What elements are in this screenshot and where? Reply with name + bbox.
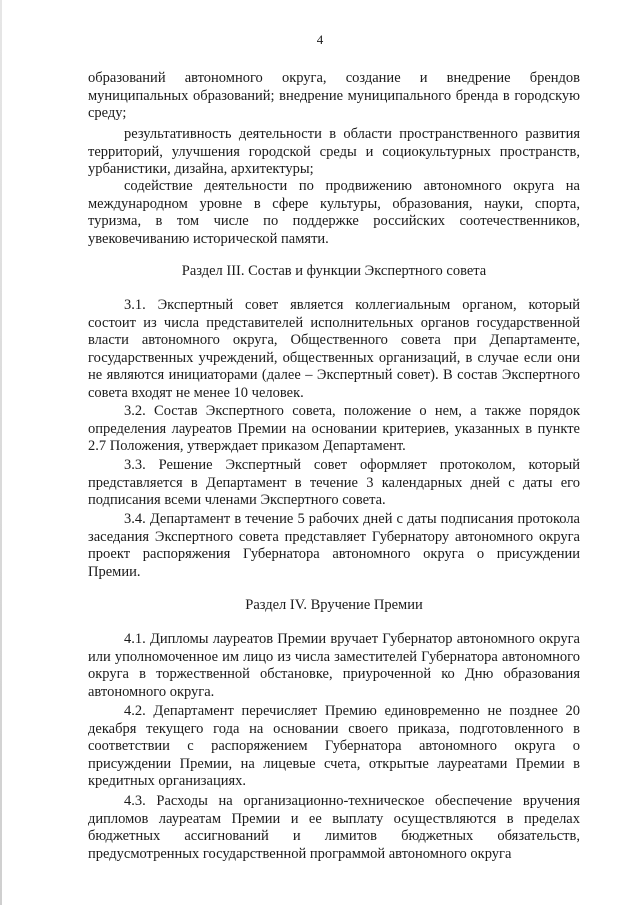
paragraph-4-2: 4.2. Департамент перечисляет Премию единовременно не позднее 20 декабря текущего года на основании своего приказа, подготовленного в соответствии с распоряжением Губернатора автономного округа о присуждении Премии, на лицевые счета, открытые лауреатами Премии в кредитных организациях. xyxy=(88,703,580,789)
section-4-p1-block xyxy=(88,631,580,701)
section-3-p1-block xyxy=(88,297,580,402)
section-3-p3-block xyxy=(88,457,580,510)
page-number: 4 xyxy=(316,32,324,47)
paragraph-4-1: 4.1. Дипломы лауреатов Премии вручает Губернатор автономного округа или уполномоченное им лицо из числа заместителей Губернатора автономного округа в торжественной обстановке, приуроченной ко Дню образования автономного округа. xyxy=(88,631,580,700)
paragraph-4-3: 4.3. Расходы на организационно-техническое обеспечение вручения дипломов лауреатам Премии и ее выплату осуществляются в пределах бюджетных ассигнований и лимитов бюджетных обязательств, предусмотренных государственной программой автономного округа xyxy=(88,793,580,862)
section-3-p4-block xyxy=(88,511,580,581)
section-4-heading-block xyxy=(88,597,580,615)
intro-block xyxy=(88,70,580,123)
section-4-p3-block xyxy=(88,793,580,863)
intro-paragraph-3: содействие деятельности по продвижению автономного округа на международном уровне в сфере культуры, образования, науки, спорта, туризма, в том числе по поддержке российских соотечественников, увековечиванию исторической памяти. xyxy=(88,178,580,247)
section-4-p2-block xyxy=(88,703,580,791)
section-3-title: Раздел III. Состав и функции Экспертного совета xyxy=(181,263,487,279)
intro-block-2 xyxy=(88,126,580,179)
intro-paragraph-2: результативность деятельности в области пространственного развития территорий, улучшения городской среды и социокультурных пространств, урбанистики, дизайна, архитектуры; xyxy=(88,126,580,177)
intro-paragraph-1: образований автономного округа, создание и внедрение брендов муниципальных образований; внедрение муниципального бренда в городскую среду; xyxy=(88,70,580,121)
paragraph-3-4: 3.4. Департамент в течение 5 рабочих дней с даты подписания протокола заседания Экспертного совета представляет Губернатору автономного округа проект распоряжения Губернатора автономного округа о присуждении Премии. xyxy=(88,511,580,580)
section-4-title: Раздел IV. Вручение Премии xyxy=(245,597,423,613)
paragraph-3-3: 3.3. Решение Экспертный совет оформляет протоколом, который представляется в Департамент в течение 3 календарных дней с даты его подписания всеми членами Экспертного совета. xyxy=(88,457,580,508)
section-3-p2-block xyxy=(88,403,580,456)
intro-block-3 xyxy=(88,178,580,248)
scan-edge xyxy=(0,0,2,905)
paragraph-3-1: 3.1. Экспертный совет является коллегиальным органом, который состоит из числа представителей исполнительных органов государственной власти автономного округа, Общественного совета при Департаменте, государственных учреждений, общественных организаций, в случае если они не являются инициаторами (далее – Экспертный совет). В состав Экспертного совета входят не менее 10 человек. xyxy=(88,297,580,401)
paragraph-3-2: 3.2. Состав Экспертного совета, положение о нем, а также порядок определения лауреатов Премии на основании критериев, указанных в пункте 2.7 Положения, утверждает приказом Департамент. xyxy=(88,403,580,454)
section-3-heading-block xyxy=(88,263,580,281)
